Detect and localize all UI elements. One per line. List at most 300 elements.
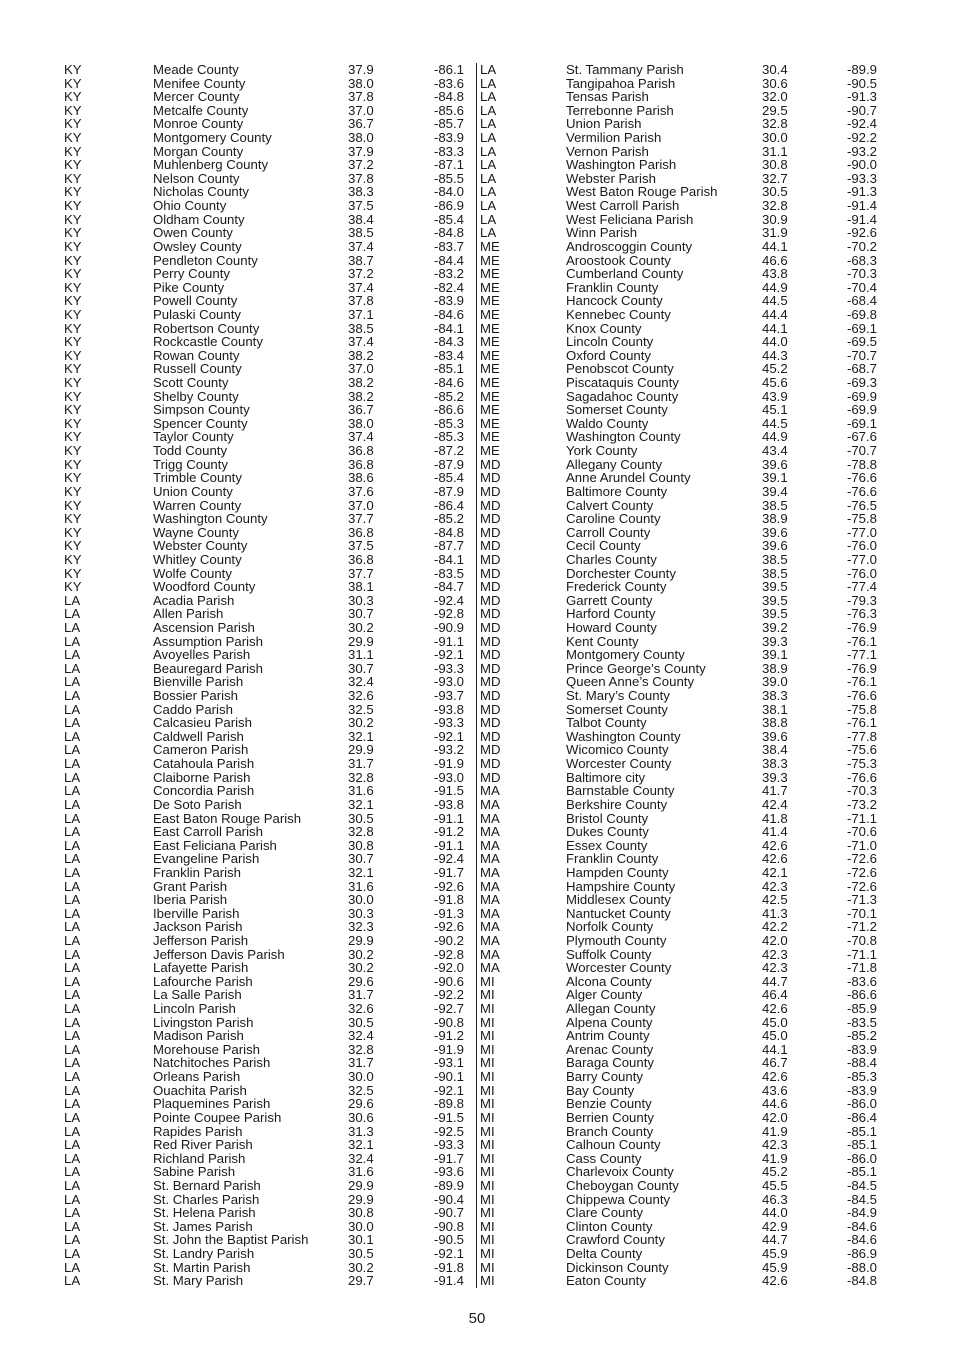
latitude-cell: 38.2 <box>348 347 374 363</box>
table-row <box>64 403 476 417</box>
county-name-cell: St. Martin Parish <box>153 1259 251 1275</box>
state-cell: MI <box>480 1096 495 1112</box>
longitude-cell: -77.1 <box>846 647 877 663</box>
county-name-cell: Wicomico County <box>566 742 669 758</box>
table-row <box>64 934 476 948</box>
longitude-cell: -90.1 <box>433 1069 464 1085</box>
county-name-cell: Vermilion Parish <box>566 130 662 146</box>
longitude-cell: -76.6 <box>846 688 877 704</box>
county-name-cell: Berkshire County <box>566 796 668 812</box>
state-cell: KY <box>64 198 82 214</box>
latitude-cell: 31.6 <box>348 878 374 894</box>
state-cell: KY <box>64 102 82 118</box>
longitude-cell: -83.9 <box>433 130 464 146</box>
table-row <box>64 621 476 635</box>
table-row <box>64 961 476 975</box>
longitude-cell: -91.2 <box>433 1028 464 1044</box>
latitude-cell: 45.0 <box>762 1014 788 1030</box>
table-row <box>64 689 476 703</box>
county-name-cell: Owsley County <box>153 238 242 254</box>
table-row <box>477 254 887 268</box>
latitude-cell: 44.0 <box>762 1205 788 1221</box>
state-cell: LA <box>64 1205 81 1221</box>
county-name-cell: Muhlenberg County <box>153 157 269 173</box>
table-row <box>64 526 476 540</box>
latitude-cell: 30.0 <box>348 892 374 908</box>
table-row <box>64 839 476 853</box>
latitude-cell: 42.3 <box>762 878 788 894</box>
latitude-cell: 32.1 <box>348 728 374 744</box>
county-name-cell: Cumberland County <box>566 266 684 282</box>
latitude-cell: 44.7 <box>762 1232 788 1248</box>
longitude-cell: -76.0 <box>846 538 877 554</box>
latitude-cell: 44.5 <box>762 293 788 309</box>
table-row <box>64 1016 476 1030</box>
county-name-cell: Acadia Parish <box>153 592 235 608</box>
county-name-cell: Somerset County <box>566 701 668 717</box>
longitude-cell: -91.1 <box>433 810 464 826</box>
county-name-cell: Allen Parish <box>153 606 224 622</box>
table-row <box>477 1233 887 1247</box>
table-row <box>477 1193 887 1207</box>
longitude-cell: -83.9 <box>433 293 464 309</box>
longitude-cell: -83.4 <box>433 347 464 363</box>
table-row <box>64 607 476 621</box>
latitude-cell: 41.4 <box>762 824 788 840</box>
table-row <box>64 335 476 349</box>
state-cell: ME <box>480 443 500 459</box>
table-row <box>64 458 476 472</box>
latitude-cell: 30.7 <box>348 851 374 867</box>
longitude-cell: -70.6 <box>846 824 877 840</box>
latitude-cell: 38.6 <box>348 470 374 486</box>
table-row <box>64 553 476 567</box>
longitude-cell: -84.7 <box>433 579 464 595</box>
longitude-cell: -90.2 <box>433 933 464 948</box>
latitude-cell: 42.5 <box>762 892 788 908</box>
latitude-cell: 44.1 <box>762 1041 788 1057</box>
table-row <box>477 430 887 444</box>
longitude-cell: -72.6 <box>846 878 877 894</box>
table-row <box>64 63 476 77</box>
latitude-cell: 46.6 <box>762 252 788 268</box>
table-row <box>477 1274 887 1288</box>
latitude-cell: 30.0 <box>762 130 788 146</box>
latitude-cell: 38.3 <box>762 756 788 772</box>
table-row <box>477 308 887 322</box>
county-name-cell: Concordia Parish <box>153 783 255 799</box>
table-row <box>477 893 887 907</box>
longitude-cell: -76.1 <box>846 633 877 649</box>
state-cell: LA <box>480 198 497 214</box>
longitude-cell: -70.3 <box>846 266 877 282</box>
latitude-cell: 30.8 <box>348 1205 374 1221</box>
state-cell: LA <box>64 824 81 840</box>
latitude-cell: 37.6 <box>348 483 374 499</box>
table-row <box>477 1138 887 1152</box>
county-name-cell: Hampden County <box>566 864 669 880</box>
table-row <box>477 185 887 199</box>
table-row <box>477 471 887 485</box>
table-row <box>64 662 476 676</box>
longitude-cell: -69.9 <box>846 402 877 418</box>
county-name-cell: Crawford County <box>566 1232 665 1248</box>
longitude-cell: -89.8 <box>433 1096 464 1112</box>
latitude-cell: 41.3 <box>762 905 788 921</box>
state-cell: MD <box>480 742 501 758</box>
table-row <box>477 567 887 581</box>
latitude-cell: 39.3 <box>762 769 788 785</box>
table-row <box>64 1002 476 1016</box>
latitude-cell: 30.3 <box>348 905 374 921</box>
table-row <box>477 662 887 676</box>
county-name-cell: Pointe Coupee Parish <box>153 1109 282 1125</box>
state-cell: LA <box>64 688 81 704</box>
state-cell: LA <box>480 157 497 173</box>
latitude-cell: 44.0 <box>762 334 788 350</box>
latitude-cell: 42.6 <box>762 1001 788 1017</box>
longitude-cell: -92.1 <box>433 647 464 663</box>
longitude-cell: -92.8 <box>433 606 464 622</box>
latitude-cell: 36.8 <box>348 551 374 567</box>
state-cell: LA <box>64 1232 81 1248</box>
latitude-cell: 32.4 <box>348 1150 374 1166</box>
longitude-cell: -85.3 <box>846 1069 877 1085</box>
longitude-cell: -78.8 <box>846 456 877 472</box>
table-row <box>477 267 887 281</box>
page-number: 50 <box>468 1310 486 1327</box>
state-cell: ME <box>480 279 500 295</box>
table-row <box>477 512 887 526</box>
county-name-cell: Aroostook County <box>566 252 671 268</box>
latitude-cell: 30.2 <box>348 1259 374 1275</box>
latitude-cell: 39.1 <box>762 470 788 486</box>
table-row <box>477 1261 887 1275</box>
county-name-cell: St. Helena Parish <box>153 1205 256 1221</box>
longitude-cell: -68.3 <box>846 252 877 268</box>
table-row <box>64 104 476 118</box>
state-cell: KY <box>64 538 82 554</box>
longitude-cell: -70.7 <box>846 347 877 363</box>
state-cell: LA <box>480 62 497 77</box>
longitude-cell: -83.9 <box>846 1041 877 1057</box>
latitude-cell: 30.2 <box>348 715 374 731</box>
county-name-cell: Nelson County <box>153 170 240 186</box>
state-cell: LA <box>64 810 81 826</box>
table-row <box>64 512 476 526</box>
county-name-cell: St. Charles Parish <box>153 1191 260 1207</box>
longitude-cell: -75.6 <box>846 742 877 758</box>
longitude-cell: -84.8 <box>433 225 464 241</box>
state-cell: ME <box>480 334 500 350</box>
longitude-cell: -93.3 <box>433 715 464 731</box>
latitude-cell: 37.8 <box>348 170 374 186</box>
state-cell: KY <box>64 456 82 472</box>
latitude-cell: 30.9 <box>762 211 788 227</box>
state-cell: KY <box>64 347 82 363</box>
county-name-cell: Robertson County <box>153 320 260 336</box>
state-cell: MI <box>480 1028 495 1044</box>
table-row <box>477 648 887 662</box>
table-row <box>64 1179 476 1193</box>
county-name-cell: Vernon Parish <box>566 143 649 159</box>
county-name-cell: Charlevoix County <box>566 1164 674 1180</box>
latitude-cell: 32.5 <box>348 1082 374 1098</box>
longitude-cell: -84.6 <box>846 1218 877 1234</box>
state-cell: MA <box>480 892 500 908</box>
latitude-cell: 42.6 <box>762 1069 788 1085</box>
state-cell: MD <box>480 674 501 690</box>
longitude-cell: -89.9 <box>433 1177 464 1193</box>
latitude-cell: 45.0 <box>762 1028 788 1044</box>
table-row <box>64 471 476 485</box>
county-name-cell: Waldo County <box>566 415 649 431</box>
county-name-cell: Montgomery County <box>566 647 685 663</box>
table-row <box>64 444 476 458</box>
county-name-cell: Evangeline Parish <box>153 851 260 867</box>
longitude-cell: -91.3 <box>846 89 877 105</box>
table-row <box>64 920 476 934</box>
table-row <box>477 1111 887 1125</box>
table-row <box>477 485 887 499</box>
latitude-cell: 37.0 <box>348 497 374 513</box>
county-name-cell: Nantucket County <box>566 905 671 921</box>
latitude-cell: 37.9 <box>348 143 374 159</box>
table-row <box>477 825 887 839</box>
table-row <box>477 934 887 948</box>
state-cell: MD <box>480 769 501 785</box>
state-cell: LA <box>64 742 81 758</box>
latitude-cell: 30.4 <box>762 62 788 77</box>
table-row <box>477 812 887 826</box>
longitude-cell: -90.5 <box>433 1232 464 1248</box>
table-row <box>64 1138 476 1152</box>
longitude-cell: -86.0 <box>846 1096 877 1112</box>
longitude-cell: -91.4 <box>846 211 877 227</box>
latitude-cell: 38.1 <box>762 701 788 717</box>
table-row <box>477 1206 887 1220</box>
table-row <box>64 145 476 159</box>
latitude-cell: 30.1 <box>348 1232 374 1248</box>
latitude-cell: 32.4 <box>348 674 374 690</box>
county-name-cell: Barnstable County <box>566 783 675 799</box>
longitude-cell: -83.2 <box>433 266 464 282</box>
latitude-cell: 44.1 <box>762 320 788 336</box>
longitude-cell: -68.4 <box>846 293 877 309</box>
latitude-cell: 29.6 <box>348 1096 374 1112</box>
county-name-cell: Washington Parish <box>566 157 677 173</box>
table-row <box>477 444 887 458</box>
latitude-cell: 30.5 <box>348 1014 374 1030</box>
latitude-cell: 29.9 <box>348 933 374 948</box>
county-name-cell: Union Parish <box>566 116 642 132</box>
county-name-cell: Red River Parish <box>153 1137 253 1153</box>
latitude-cell: 41.9 <box>762 1123 788 1139</box>
longitude-cell: -70.7 <box>846 443 877 459</box>
longitude-cell: -85.6 <box>433 102 464 118</box>
state-cell: LA <box>64 1150 81 1166</box>
state-cell: LA <box>64 674 81 690</box>
longitude-cell: -93.8 <box>433 796 464 812</box>
latitude-cell: 30.5 <box>762 184 788 200</box>
state-cell: KY <box>64 116 82 132</box>
state-cell: KY <box>64 524 82 540</box>
longitude-cell: -83.5 <box>846 1014 877 1030</box>
county-name-cell: Bossier Parish <box>153 688 239 704</box>
table-row <box>64 226 476 240</box>
county-name-cell: Washington County <box>153 511 268 527</box>
county-name-cell: Lincoln Parish <box>153 1001 236 1017</box>
state-cell: KY <box>64 184 82 200</box>
longitude-cell: -86.1 <box>433 62 464 77</box>
longitude-cell: -91.9 <box>433 1041 464 1057</box>
longitude-cell: -88.4 <box>846 1055 877 1071</box>
table-row <box>477 1165 887 1179</box>
latitude-cell: 36.8 <box>348 443 374 459</box>
latitude-cell: 38.5 <box>348 320 374 336</box>
latitude-cell: 37.2 <box>348 266 374 282</box>
state-cell: MD <box>480 592 501 608</box>
longitude-cell: -93.3 <box>433 660 464 676</box>
longitude-cell: -93.7 <box>433 688 464 704</box>
latitude-cell: 29.9 <box>348 633 374 649</box>
state-cell: KY <box>64 429 82 445</box>
county-name-cell: Frederick County <box>566 579 667 595</box>
longitude-cell: -92.4 <box>433 592 464 608</box>
longitude-cell: -85.5 <box>433 170 464 186</box>
table-row <box>477 240 887 254</box>
county-name-cell: Caroline County <box>566 511 661 527</box>
longitude-cell: -93.3 <box>433 1137 464 1153</box>
state-cell: MA <box>480 824 500 840</box>
table-row <box>477 771 887 785</box>
longitude-cell: -69.1 <box>846 415 877 431</box>
latitude-cell: 29.7 <box>348 1273 374 1289</box>
state-cell: LA <box>64 1246 81 1262</box>
latitude-cell: 32.6 <box>348 688 374 704</box>
county-name-cell: Pike County <box>153 279 225 295</box>
table-row <box>477 226 887 240</box>
latitude-cell: 36.8 <box>348 456 374 472</box>
state-cell: ME <box>480 306 500 322</box>
longitude-cell: -93.1 <box>433 1055 464 1071</box>
county-name-cell: Russell County <box>153 361 242 377</box>
county-name-cell: Franklin Parish <box>153 864 241 880</box>
latitude-cell: 32.0 <box>762 89 788 105</box>
county-name-cell: Morgan County <box>153 143 244 159</box>
state-cell: MD <box>480 524 501 540</box>
county-name-cell: Richland Parish <box>153 1150 246 1166</box>
state-cell: MI <box>480 973 495 989</box>
county-name-cell: Oxford County <box>566 347 652 363</box>
county-name-cell: Baltimore city <box>566 769 646 785</box>
county-name-cell: Oldham County <box>153 211 245 227</box>
latitude-cell: 43.6 <box>762 1082 788 1098</box>
table-row <box>477 104 887 118</box>
table-row <box>477 77 887 91</box>
county-name-cell: Assumption Parish <box>153 633 263 649</box>
county-name-cell: Alger County <box>566 987 643 1003</box>
latitude-cell: 30.0 <box>348 1069 374 1085</box>
county-name-cell: Webster County <box>153 538 248 554</box>
table-row <box>477 376 887 390</box>
latitude-cell: 38.5 <box>762 497 788 513</box>
state-cell: MI <box>480 987 495 1003</box>
county-name-cell: Catahoula Parish <box>153 756 255 772</box>
longitude-cell: -91.8 <box>433 892 464 908</box>
latitude-cell: 32.1 <box>348 796 374 812</box>
latitude-cell: 39.2 <box>762 619 788 635</box>
table-row <box>477 907 887 921</box>
longitude-cell: -93.3 <box>846 170 877 186</box>
county-name-cell: La Salle Parish <box>153 987 242 1003</box>
state-cell: LA <box>64 864 81 880</box>
table-row <box>477 635 887 649</box>
county-name-cell: Essex County <box>566 837 648 853</box>
latitude-cell: 32.7 <box>762 170 788 186</box>
table-row <box>64 948 476 962</box>
longitude-cell: -89.9 <box>846 62 877 77</box>
latitude-cell: 32.1 <box>348 864 374 880</box>
table-row <box>477 1016 887 1030</box>
latitude-cell: 46.3 <box>762 1191 788 1207</box>
latitude-cell: 37.2 <box>348 157 374 173</box>
state-cell: MI <box>480 1232 495 1248</box>
state-cell: KY <box>64 565 82 581</box>
longitude-cell: -86.9 <box>846 1246 877 1262</box>
longitude-cell: -71.8 <box>846 960 877 976</box>
latitude-cell: 42.2 <box>762 919 788 935</box>
state-cell: LA <box>64 905 81 921</box>
longitude-cell: -86.4 <box>433 497 464 513</box>
county-name-cell: Hampshire County <box>566 878 676 894</box>
county-name-cell: St. Mary Parish <box>153 1273 244 1289</box>
state-cell: ME <box>480 252 500 268</box>
table-row <box>64 580 476 594</box>
state-cell: MD <box>480 456 501 472</box>
latitude-cell: 31.1 <box>762 143 788 159</box>
table-row <box>64 567 476 581</box>
latitude-cell: 39.5 <box>762 579 788 595</box>
state-cell: LA <box>480 143 497 159</box>
latitude-cell: 37.7 <box>348 565 374 581</box>
latitude-cell: 31.6 <box>348 783 374 799</box>
table-row <box>477 499 887 513</box>
county-name-cell: St. Mary’s County <box>566 688 670 704</box>
table-row <box>64 1165 476 1179</box>
table-row <box>64 240 476 254</box>
state-cell: ME <box>480 402 500 418</box>
county-name-cell: Scott County <box>153 375 229 391</box>
table-row <box>64 1125 476 1139</box>
longitude-cell: -93.2 <box>846 143 877 159</box>
latitude-cell: 38.4 <box>348 211 374 227</box>
table-row <box>64 893 476 907</box>
longitude-cell: -92.1 <box>433 1246 464 1262</box>
state-cell: KY <box>64 470 82 486</box>
longitude-cell: -75.8 <box>846 511 877 527</box>
state-cell: LA <box>64 1177 81 1193</box>
longitude-cell: -87.2 <box>433 443 464 459</box>
latitude-cell: 42.9 <box>762 1218 788 1234</box>
state-cell: LA <box>64 1014 81 1030</box>
longitude-cell: -92.1 <box>433 728 464 744</box>
longitude-cell: -92.6 <box>433 919 464 935</box>
table-row <box>64 281 476 295</box>
county-name-cell: Carroll County <box>566 524 651 540</box>
latitude-cell: 44.6 <box>762 1096 788 1112</box>
state-cell: KY <box>64 238 82 254</box>
